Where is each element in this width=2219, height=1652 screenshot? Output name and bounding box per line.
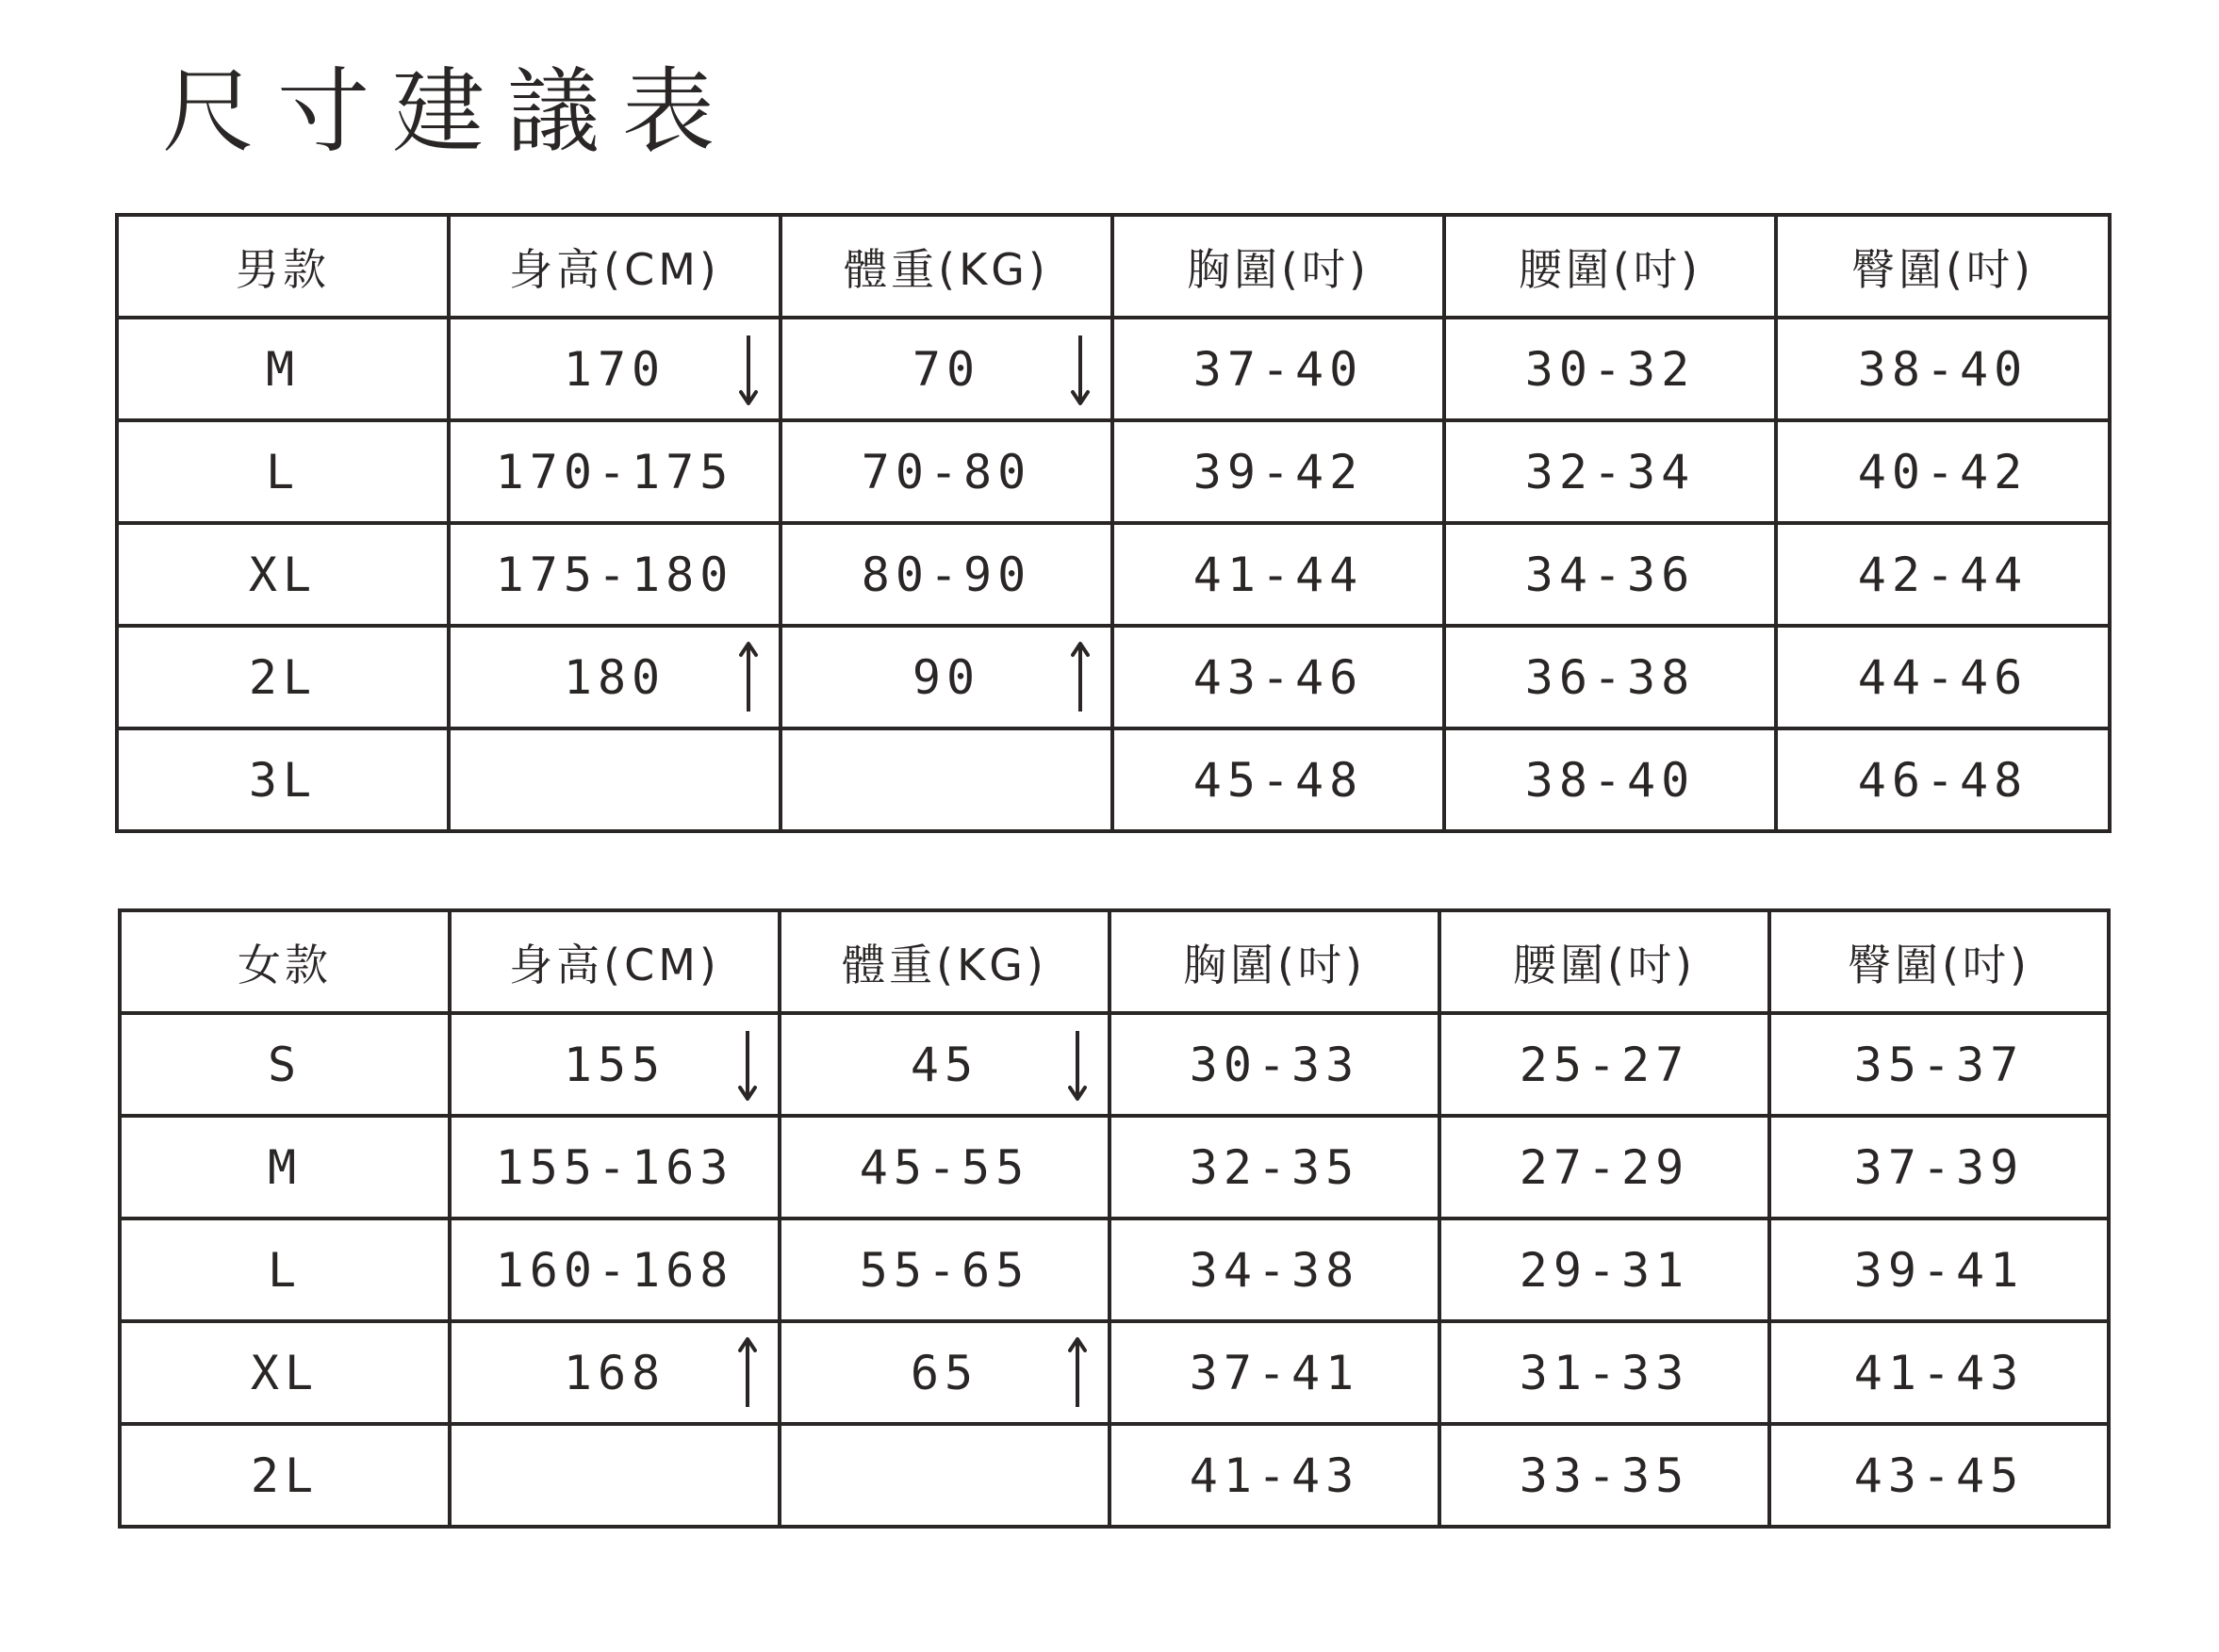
arrow-up-icon <box>1068 1335 1087 1411</box>
height-cell: 175-180 <box>449 523 781 626</box>
weight-cell: 55-65 <box>780 1219 1110 1321</box>
chest-cell: 30-33 <box>1110 1013 1439 1116</box>
height-cell: 155-163 <box>450 1116 780 1219</box>
waist-cell: 38-40 <box>1444 728 1776 831</box>
hip-cell: 41-43 <box>1769 1321 2109 1424</box>
chest-cell: 34-38 <box>1110 1219 1439 1321</box>
weight-cell-value: 90 <box>912 649 981 705</box>
weight-cell: 80-90 <box>781 523 1112 626</box>
height-cell <box>449 626 781 728</box>
height-cell-value: 170 <box>563 341 666 397</box>
waist-cell: 31-33 <box>1439 1321 1769 1424</box>
arrow-down-icon <box>739 332 758 407</box>
arrow-up-icon <box>1071 640 1090 715</box>
weight-cell: 70-80 <box>781 420 1112 523</box>
hip-cell: 46-48 <box>1776 728 2110 831</box>
table-row <box>120 1116 2109 1219</box>
header-hip: 臀圍(吋) <box>1776 215 2110 318</box>
waist-cell: 25-27 <box>1439 1013 1769 1116</box>
waist-cell: 34-36 <box>1444 523 1776 626</box>
weight-cell <box>781 626 1112 728</box>
size-cell: S <box>120 1013 450 1116</box>
header-size: 女款 <box>120 910 450 1013</box>
arrow-down-icon <box>738 1027 757 1103</box>
height-cell-value: 168 <box>563 1345 666 1400</box>
hip-cell: 44-46 <box>1776 626 2110 728</box>
size-cell: XL <box>117 523 449 626</box>
chest-cell: 37-41 <box>1110 1321 1439 1424</box>
chest-cell: 32-35 <box>1110 1116 1439 1219</box>
header-chest: 胸圍(吋) <box>1112 215 1444 318</box>
size-cell: L <box>120 1219 450 1321</box>
table-row <box>117 626 2110 728</box>
header-waist: 腰圍(吋) <box>1444 215 1776 318</box>
weight-cell <box>780 1321 1110 1424</box>
waist-cell: 30-32 <box>1444 318 1776 420</box>
hip-cell: 35-37 <box>1769 1013 2109 1116</box>
waist-cell: 33-35 <box>1439 1424 1769 1527</box>
table-row <box>120 1424 2109 1527</box>
table-row <box>117 420 2110 523</box>
size-cell: L <box>117 420 449 523</box>
header-hip: 臀圍(吋) <box>1769 910 2109 1013</box>
height-cell <box>449 728 781 831</box>
size-cell: 2L <box>117 626 449 728</box>
weight-cell <box>781 318 1112 420</box>
table-row <box>117 318 2110 420</box>
header-size: 男款 <box>117 215 449 318</box>
height-cell: 160-168 <box>450 1219 780 1321</box>
chest-cell: 37-40 <box>1112 318 1444 420</box>
arrow-down-icon <box>1071 332 1090 407</box>
hip-cell: 40-42 <box>1776 420 2110 523</box>
size-cell: XL <box>120 1321 450 1424</box>
header-height: 身高(CM) <box>449 215 781 318</box>
height-cell-value: 180 <box>563 649 666 705</box>
men-size-table <box>115 213 2112 833</box>
height-cell <box>450 1424 780 1527</box>
height-cell: 170-175 <box>449 420 781 523</box>
hip-cell: 42-44 <box>1776 523 2110 626</box>
header-weight: 體重(KG) <box>780 910 1110 1013</box>
header-weight: 體重(KG) <box>781 215 1112 318</box>
table-row <box>117 728 2110 831</box>
table-header-row <box>120 910 2109 1013</box>
header-waist: 腰圍(吋) <box>1439 910 1769 1013</box>
size-cell: 2L <box>120 1424 450 1527</box>
weight-cell <box>781 728 1112 831</box>
arrow-up-icon <box>738 1335 757 1411</box>
chest-cell: 43-46 <box>1112 626 1444 728</box>
chest-cell: 41-44 <box>1112 523 1444 626</box>
height-cell-value: 155 <box>563 1037 666 1092</box>
weight-cell: 45-55 <box>780 1116 1110 1219</box>
size-cell: M <box>120 1116 450 1219</box>
size-cell: 3L <box>117 728 449 831</box>
women-size-table <box>118 908 2111 1529</box>
table-row <box>120 1013 2109 1116</box>
hip-cell: 37-39 <box>1769 1116 2109 1219</box>
chest-cell: 41-43 <box>1110 1424 1439 1527</box>
waist-cell: 36-38 <box>1444 626 1776 728</box>
chest-cell: 39-42 <box>1112 420 1444 523</box>
table-row <box>120 1321 2109 1424</box>
header-height: 身高(CM) <box>450 910 780 1013</box>
table-header-row <box>117 215 2110 318</box>
height-cell <box>450 1013 780 1116</box>
waist-cell: 32-34 <box>1444 420 1776 523</box>
page-title: 尺寸建議表 <box>162 58 738 166</box>
table-row <box>117 523 2110 626</box>
weight-cell <box>780 1013 1110 1116</box>
chest-cell: 45-48 <box>1112 728 1444 831</box>
hip-cell: 38-40 <box>1776 318 2110 420</box>
weight-cell-value: 70 <box>912 341 981 397</box>
weight-cell <box>780 1424 1110 1527</box>
arrow-up-icon <box>739 640 758 715</box>
height-cell <box>450 1321 780 1424</box>
weight-cell-value: 45 <box>910 1037 979 1092</box>
hip-cell: 43-45 <box>1769 1424 2109 1527</box>
waist-cell: 29-31 <box>1439 1219 1769 1321</box>
weight-cell-value: 65 <box>910 1345 979 1400</box>
arrow-down-icon <box>1068 1027 1087 1103</box>
waist-cell: 27-29 <box>1439 1116 1769 1219</box>
hip-cell: 39-41 <box>1769 1219 2109 1321</box>
height-cell <box>449 318 781 420</box>
header-chest: 胸圍(吋) <box>1110 910 1439 1013</box>
table-row <box>120 1219 2109 1321</box>
size-cell: M <box>117 318 449 420</box>
